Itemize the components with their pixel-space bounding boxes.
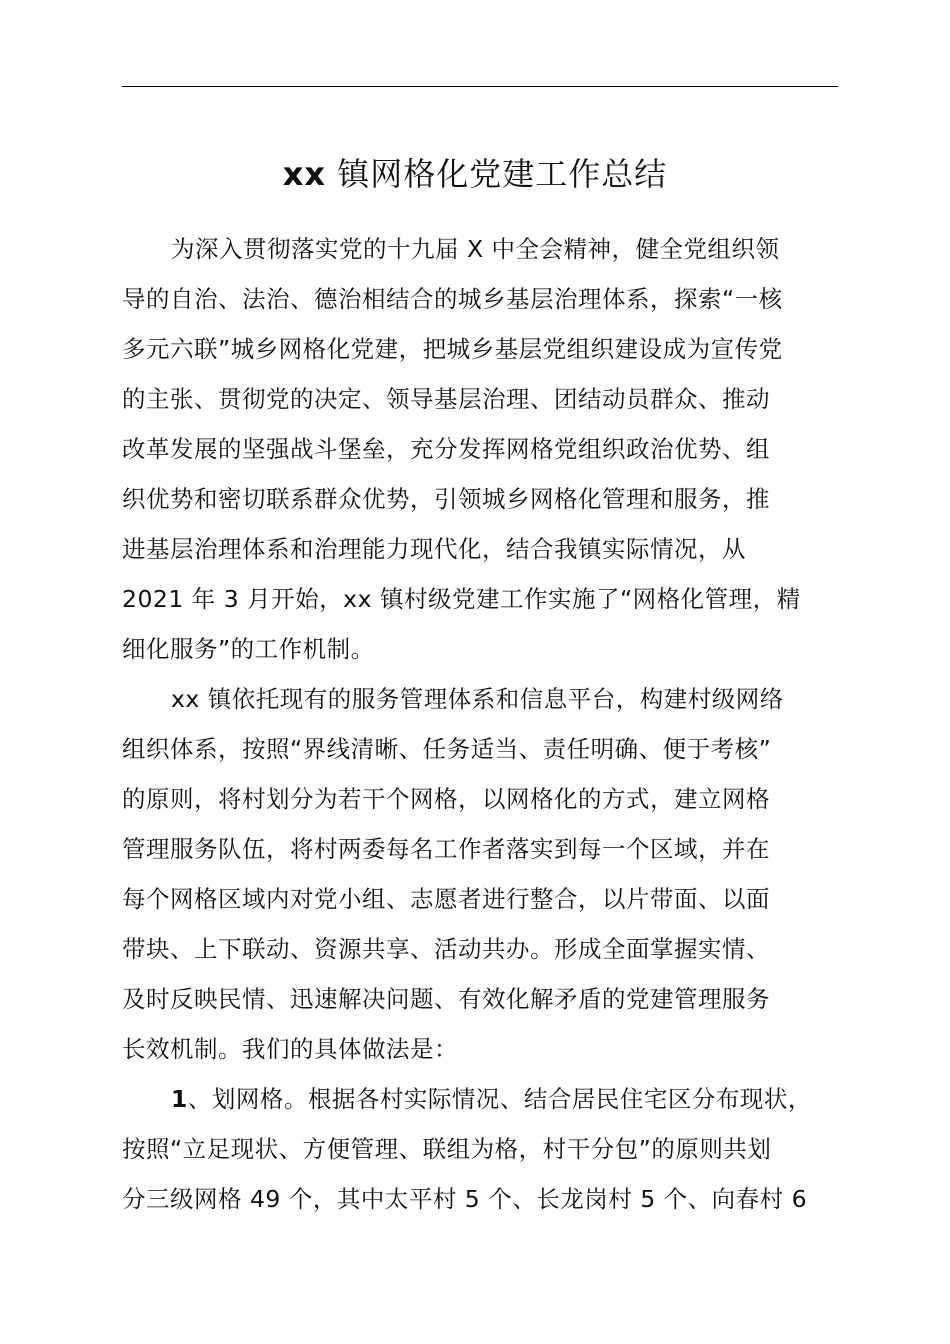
title-text: 镇网格化党建工作总结 [326, 155, 668, 193]
paragraph-line: 每个网格区域内对党小组、志愿者进行整合，以片带面、以面 [122, 885, 770, 913]
paragraph-line: 长效机制。我们的具体做法是： [122, 1035, 458, 1063]
header-rule [122, 86, 838, 87]
paragraph-line: 带块、上下联动、资源共享、活动共办。形成全面掌握实情、 [122, 935, 770, 963]
paragraph-line: 导的自治、法治、德治相结合的城乡基层治理体系，探索“一核 [122, 285, 783, 313]
document-body [122, 224, 842, 1224]
paragraph-line: 按照“立足现状、方便管理、联组为格，村干分包”的原则共划 [122, 1135, 772, 1163]
paragraph-line: 的原则，将村划分为若干个网格，以网格化的方式，建立网格 [122, 785, 770, 813]
title-prefix: xx [282, 155, 327, 193]
paragraph-line: 组织体系，按照“界线清晰、任务适当、责任明确、便于考核” [122, 735, 772, 763]
item-number: 1 [171, 1085, 188, 1113]
paragraph-line: 的主张、贯彻党的决定、领导基层治理、团结动员群众、推动 [122, 385, 770, 413]
paragraph-line: xx 镇依托现有的服务管理体系和信息平台，构建村级网络 [171, 685, 784, 713]
paragraph-line: 及时反映民情、迅速解决问题、有效化解矛盾的党建管理服务 [122, 985, 770, 1013]
paragraph-line: 改革发展的坚强战斗堡垒，充分发挥网格党组织政治优势、组 [122, 435, 770, 463]
paragraph-3 [122, 1074, 842, 1224]
paragraph-line: 织优势和密切联系群众优势，引领城乡网格化管理和服务，推 [122, 485, 770, 513]
paragraph-line: 进基层治理体系和治理能力现代化，结合我镇实际情况，从 [122, 535, 746, 563]
document-title [0, 148, 950, 200]
paragraph-line [122, 1074, 842, 1124]
paragraph-line: 多元六联”城乡网格化党建，把城乡基层党组织建设成为宣传党 [122, 335, 783, 363]
paragraph-line: 管理服务队伍，将村两委每名工作者落实到每一个区域，并在 [122, 835, 770, 863]
paragraph-2 [122, 674, 842, 1074]
paragraph-line-text: 、划网格。根据各村实际情况、结合居民住宅区分布现状， [187, 1085, 812, 1113]
paragraph-line: 分三级网格 49 个，其中太平村 5 个、长龙岗村 5 个、向春村 6 [122, 1185, 808, 1213]
paragraph-line: 为深入贯彻落实党的十九届 X 中全会精神，健全党组织领 [171, 235, 780, 263]
paragraph-line: 细化服务”的工作机制。 [122, 635, 375, 663]
paragraph-line: 2021 年 3 月开始，xx 镇村级党建工作实施了“网格化管理，精 [122, 585, 801, 613]
paragraph-1 [122, 224, 842, 674]
